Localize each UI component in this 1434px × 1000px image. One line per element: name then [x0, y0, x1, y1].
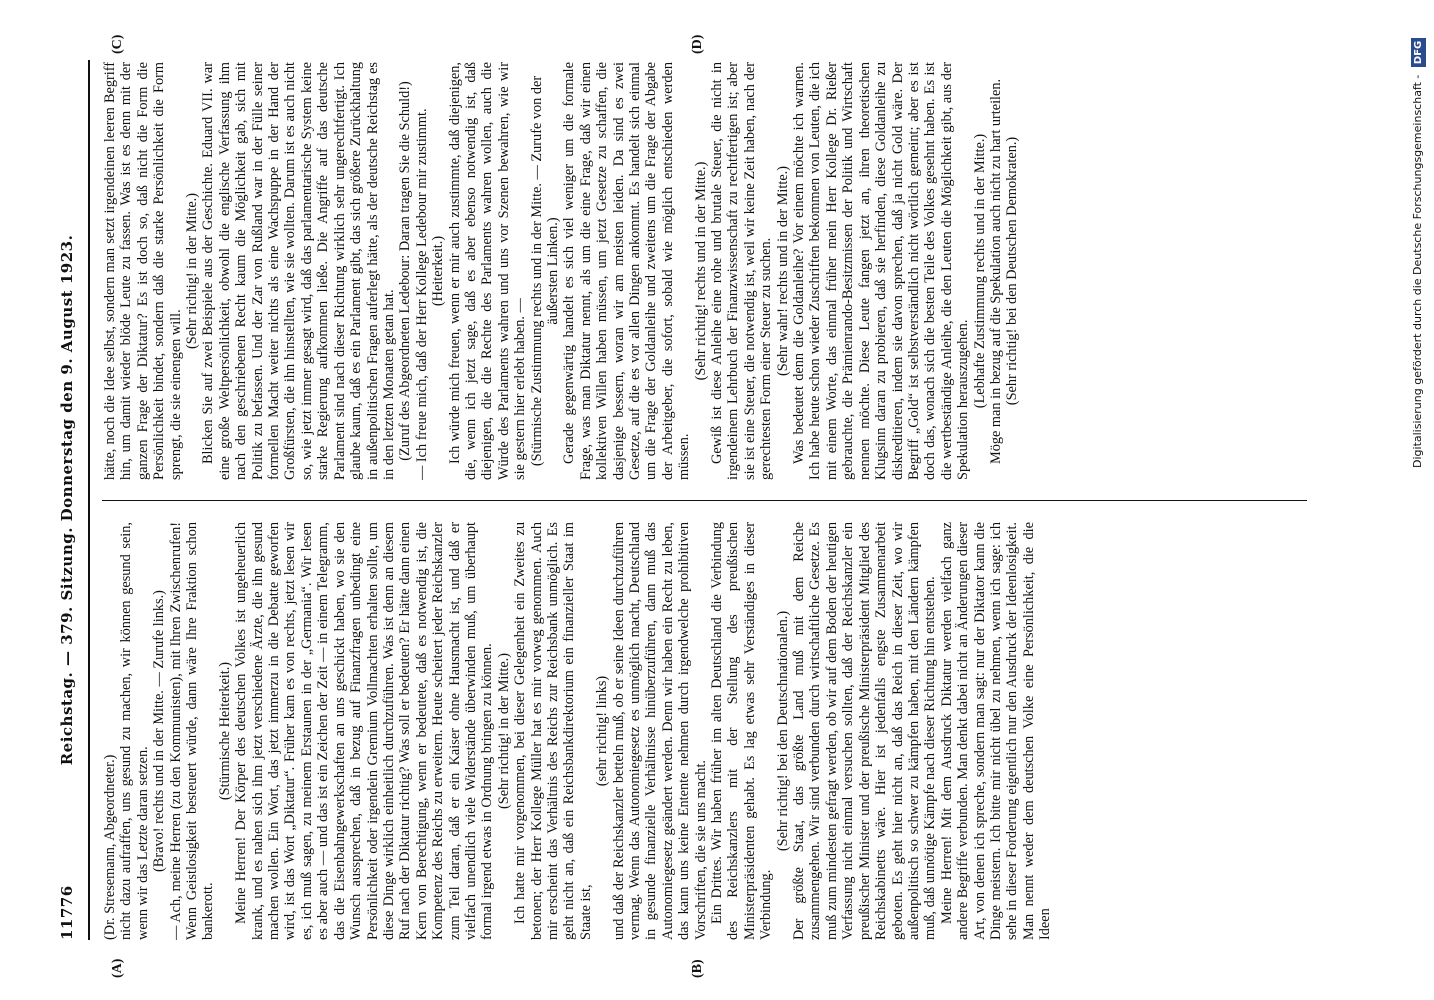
left-column-paragraph: (Sehr richtig! in der Mitte.) — [495, 652, 512, 810]
left-column — [102, 522, 1312, 940]
right-column-paragraph: (Sehr wahr! rechts und in der Mitte.) — [774, 165, 791, 377]
right-column-paragraph: (Zuruf des Abgeordneten Ledebour: Daran tragen Sie die Schuld!) — [397, 81, 414, 461]
digitization-text: Digitalisierung gefördert durch die Deutsche Forschungsgemeinschaft - — [1411, 74, 1424, 468]
left-column-paragraph: (sehr richtig! links) — [594, 675, 611, 787]
page-title: Reichstag. — 379. Sitzung. Donnerstag den 9. August 1923. — [58, 234, 76, 766]
column-divider — [102, 500, 1307, 501]
right-column-paragraph: (Lebhafte Zustimmung rechts und in der Mitte.) — [971, 133, 988, 409]
digitization-note — [1405, 8, 1431, 468]
dfg-logo: DFG — [1411, 38, 1426, 67]
right-column-paragraph: Ich würde mich freuen, wenn er mir auch zustimmte, daß diejenigen, die, wenn ich jetzt sage, daß es aber ebenso notwendig ist, daß diejenigen, die die Rechte des Parlaments wahren wollen, auch die Würde des Parlaments wahren und uns vor Szenen bewahren, wie wir sie gestern hier erlebt haben. — — [446, 62, 529, 480]
right-column-paragraph: (Sehr richtig! rechts und in der Mitte.) — [692, 161, 709, 381]
right-column-paragraph: Möge man in bezug auf die Spekulation auch nicht zu hart urteilen. — [987, 78, 1004, 464]
left-column-paragraph: Ich hatte mir vorgenommen, bei dieser Gelegenheit ein Zweites zu betonen; der Herr Kollege Müller hat es mir vorweg genommen. Auch mir erscheint das Verhältnis des Reichs zur Reichsbank unmöglich. Es geht nicht an, daß ein Reichsbankdirektorium ein finanzieller Staat im Staate ist, — [512, 522, 594, 940]
margin-marker-c: (C) — [110, 34, 125, 54]
right-column-paragraph: hätte, noch die Idee selbst, sondern man setzt irgendeinen leeren Begriff hin, um damit wieder blöde Leute zu fassen. Was ist es denn mit der ganzen Frage der Diktatur? Es ist doch so, daß nicht die Form die Persönlichkeit bindet, sondern daß die starke Persönlichkeit die Form sprengt, die sie einengen will. — [102, 62, 184, 480]
left-column-paragraph: Meine Herren! Mit dem Ausdruck Diktatur werden vielfach ganz andere Begriffe verbunden. Man denkt dabei nicht an Änderungen dieser Art, von denen ich spreche, sondern man sagt: nur der Diktator kann die Dinge meistern. Ich bitte mir nicht übel zu nehmen, wenn ich sage: ich sehe in dieser Forderung eigentlich nur den Ausdruck der Ideenlosigkeit. Man nennt weder dem deutschen Volke eine Persönlichkeit, die die Ideen — [938, 522, 1054, 940]
left-column-paragraph: (Sehr richtig! bei den Deutschnationalen.) — [774, 610, 791, 852]
right-column-paragraph: Blicken Sie auf zwei Beispiele aus der Geschichte. Eduard VII. war eine große Weltpersönlichkeit, obwohl die englische Verfassung ihm nach den geschriebenen Recht kaum die Möglichkeit gab, sich mit Politik zu befassen. Und der Zar von Rußland war in der Fülle seiner formellen Macht weiter nichts als eine Wachspuppe in der Hand der Großfürsten, die ihn hinstellten, wie sie wollten. Darum ist es auch nicht so, wie jetzt immer gesagt wird, daß das parlamentarische System keine starke Regierung aufkommen ließe. Die Angriffe auf das deutsche Parlament sind nach dieser Richtung wirklich sehr ungerechtfertigt. Ich glaube kaum, daß es ein Parlament gibt, das sich größere Zurückhaltung in außenpolitischen Fragen auferlegt hätte, als der deutsche Reichstag es in den letzten Monaten getan hat. — [200, 62, 397, 480]
running-header — [58, 60, 88, 940]
right-column-paragraph: (Sehr richtig! in der Mitte.) — [184, 192, 201, 350]
left-column-paragraph: (Bravo! rechts und in der Mitte. — Zurufe links.) — [151, 590, 168, 872]
left-column-paragraph: Ein Drittes. Wir haben früher im alten Deutschland die Verbindung des Reichskanzlers mit der Stellung des preußischen Ministerpräsidenten gehabt. Es lag etwas sehr Verständiges in dieser Verbindung. — [709, 522, 775, 940]
right-column — [102, 62, 1312, 480]
margin-marker-a: (A) — [110, 958, 125, 978]
right-column-paragraph: Gerade gegenwärtig handelt es sich viel weniger um die formale Frage, was man Diktatur nennt, als um die eine Frage, daß wir einen kollektiven Willen haben müssen, um jetzt Gesetze zu schaffen, die dasjenige bessern, woran wir am meisten leiden. Da sind es zwei Gesetze, auf die es vor allen Dingen ankommt. Es handelt sich einmal um die Frage der Goldanleihe und zweitens um die Frage der Abgabe der Arbeitgeber, die sofort, sobald wie möglich entschieden werden müssen. — [561, 62, 693, 480]
left-column-paragraph: nicht dazu aufraffen, uns gesund zu machen, wir können gesund sein, wenn wir das Letzte daran setzen. — [118, 522, 151, 940]
right-column-paragraph: — Ich freue mich, daß der Herr Kollege Ledebour mir zustimmt. — [413, 108, 430, 480]
left-column-paragraph: (Dr. Stresemann, Abgeordneter.) — [102, 754, 118, 940]
right-column-paragraph: (Heiterkeit.) — [430, 235, 447, 307]
right-column-paragraph: (Sehr richtig! bei den Deutschen Demokraten.) — [1004, 136, 1021, 406]
page-number: 11776 — [58, 885, 76, 940]
margin-marker-d: (D) — [690, 34, 705, 54]
left-column-paragraph: (Stürmische Heiterkeit.) — [216, 661, 233, 801]
page-body — [30, 34, 1320, 978]
right-column-paragraph: (Stürmische Zustimmung rechts und in der Mitte. — Zurufe von der äußersten Linken.) — [528, 75, 561, 467]
left-column-paragraph: — Ach, meine Herren (zu den Kommunisten), mit Ihren Zwischenrufen! Wenn Geistlosigkeit besteuert würde, dann wäre Ihre Fraktion schon bankerott. — [167, 522, 217, 940]
margin-marker-b: (B) — [690, 959, 705, 978]
left-column-paragraph: Meine Herren! Der Körper des deutschen Volkes ist ungeheuerlich krank, und es nahen sich ihm jetzt verschiedene Ärzte, die ihn gesund machen wollen. Ein Wort, das jetzt immerzu in die Debatte geworfen wird, ist das Wort „Diktatur“. Früher kam es von rechts, jetzt lesen wir es, ich muß sagen, zu meinem Erstaunen in der „Germania“. Wir lesen es aber auch — und das ist ein Zeichen der Zeit — in einem Telegramm, das die Eisenbahngewerkschaften an uns geschickt haben, wo sie den Wunsch aussprechen, daß in bezug auf Finanzfragen unbedingt eine Persönlichkeit oder irgendein Gremium Vollmachten erhalten sollte, um diese Dinge wirklich einheitlich durchzuführen. Was ist denn an diesem Ruf nach der Diktatur richtig? Was soll er bedeuten? Er hätte dann einen Kern von Berechtigung, wenn er bedeutete, daß es notwendig ist, die Kompetenz des Reichs zu erweitern. Heute scheitert jeder Reichskanzler zum Teil daran, daß er ein Kaiser ohne Hausmacht ist, und daß er vielfach unendlich viele Widerstände überwinden muß, um überhaupt formal irgend etwas in Ordnung bringen zu können. — [233, 522, 496, 940]
left-column-paragraph: Der größte Staat, das größte Land muß mit dem Reiche zusammengehen. Wir sind verbunden durch wirtschaftliche Gesetze. Es muß zum mindesten gefragt werden, ob wir auf dem Boden der heutigen Verfassung nicht einmal versuchen sollten, daß der Reichskanzler ein preußischer Minister und der preußische Ministerpräsident Mitglied des Reichskabinetts wäre. Hier ist jedenfalls engste Zusammenarbeit geboten. Es geht hier nicht an, daß das Reich in dieser Zeit, wo wir außenpolitisch so schwer zu kämpfen haben, mit den Ländern kämpfen muß, daß unnötige Kämpfe nach dieser Richtung hin entstehen. — [791, 522, 939, 940]
right-column-paragraph: Gewiß ist diese Anleihe eine rohe und brutale Steuer, die nicht in irgendeinem Lehrbuch der Finanzwissenschaft zu rechtfertigen ist; aber sie ist eine Steuer, die notwendig ist, weil wir keine Zeit haben, nach der gerechtesten Form einer Steuer zu suchen. — [709, 62, 775, 480]
header-rule — [88, 60, 90, 940]
left-column-paragraph: und daß der Reichskanzler betteln muß, ob er seine Ideen durchzuführen vermag. Wenn das Autonomiegesetz es unmöglich macht, Deutschland in gesunde finanzielle Verhältnisse hinüberzuführen, dann muß das Autonomiegesetz geändert werden. Denn wir haben ein Recht zu leben, das kann uns keine Entente nehmen durch irgendwelche prohibitiven Vorschriften, die sie uns macht. — [610, 522, 709, 940]
right-column-paragraph: Was bedeutet denn die Goldanleihe? Vor einem möchte ich warnen. Ich habe heute schon wieder Zuschriften bekommen von Leuten, die ich mit einem Worte, das einmal früher mein Herr Kollege Dr. Rießer gebrauchte, die Prämienrando-Besitzmissen der Politik und Wirtschaft nennen möchte. Diese Leute fangen jetzt an, ihren theoretischen Klugsinn daran zu probieren, daß sie herfinden, diese Goldanleihe zu diskreditieren, indem sie davon sprechen, daß ja nicht Gold wäre. Der Begriff „Gold“ ist selbstverständlich nicht wörtlich gemeint; aber es ist doch das, wonach sich die besten Teile des Volkes gesehnt haben. Es ist die wertbeständige Anleihe, die den Leuten die Möglichkeit gibt, aus der Spekulation herauszugehen. — [791, 62, 972, 480]
